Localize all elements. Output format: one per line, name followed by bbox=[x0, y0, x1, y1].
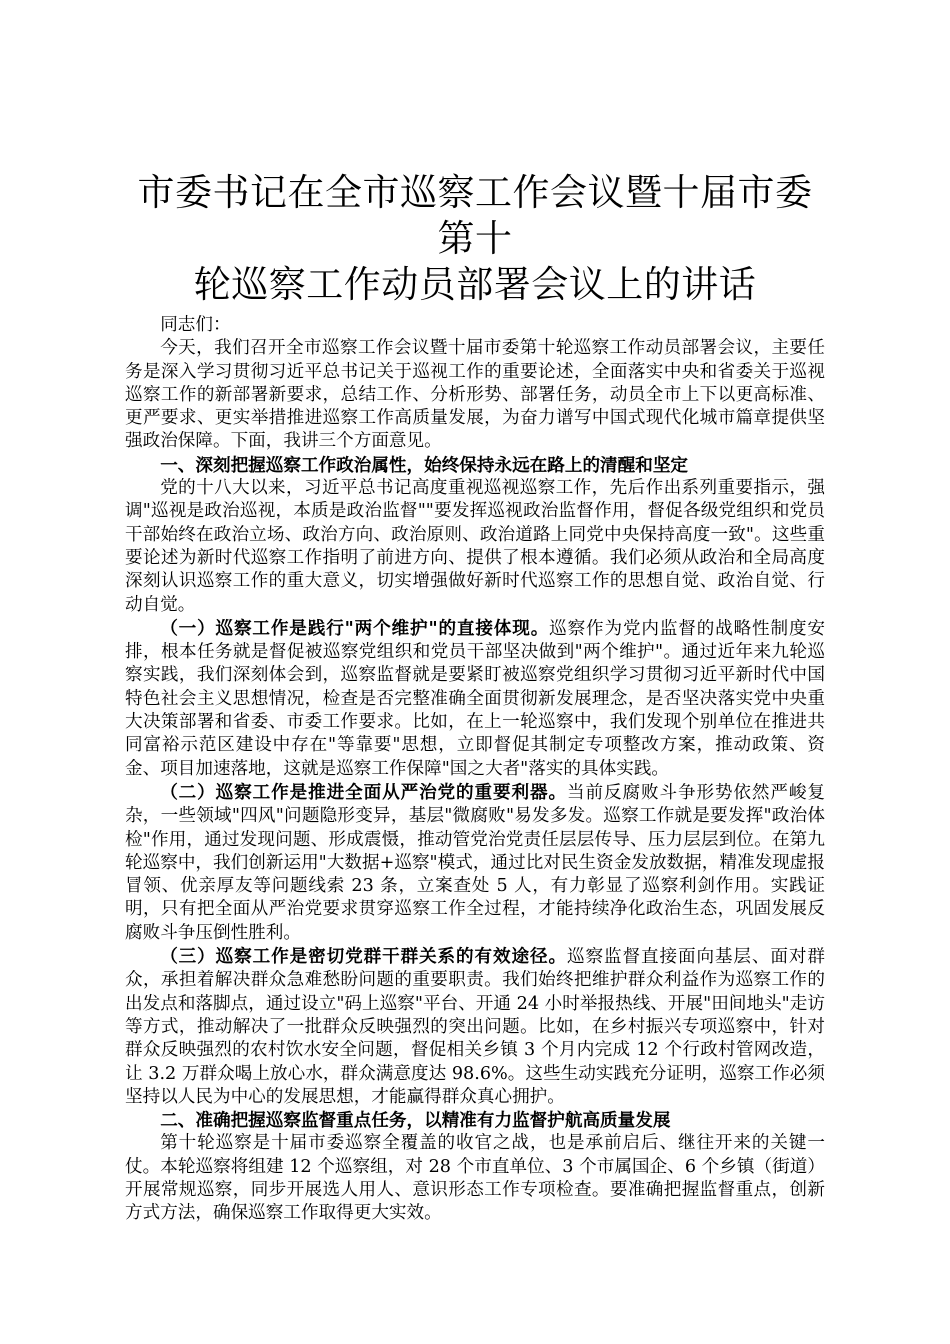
section-1-heading: 一、深刻把握巡察工作政治属性，始终保持永远在路上的清醒和坚定 bbox=[160, 454, 689, 476]
title-line-1: 市委书记在全市巡察工作会议暨十届市委第十 bbox=[137, 171, 813, 260]
subsection-1-body: 巡察作为党内监督的战略性制度安排，根本任务就是督促被巡察党组织和党员干部坚决做到"两个维护"。通过近年来九轮巡察实践，我们深刻体会到，巡察监督就是要紧盯被巡察党组织学习贯彻习近平新时代中国特色社会主义思想情况，检查是否完整准确全面贯彻新发展理念，是否坚决落实党中央重大决策部署和省委、市委工作要求。比如，在上一轮巡察中，我们发现个别单位在推进共同富裕示范区建设中存在"等靠要"思想，立即督促其制定专项整改方案，推动政策、资金、项目加速落地，这就是巡察工作保障"国之大者"落实的具体实践。 bbox=[125, 618, 825, 779]
subsection-2-body: 当前反腐败斗争形势依然严峻复杂，一些领域"四风"问题隐形变异，基层"微腐败"易发多发。巡察工作就是要发挥"政治体检"作用，通过发现问题、形成震慑，推动管党治党责任层层传导、压力层层到位。在第九轮巡察中，我们创新运用"大数据+巡察"模式，通过比对民生资金发放数据，精准发现虚报冒领、优亲厚友等问题线索 23 条，立案查处 5 人，有力彰显了巡察利剑作用。实践证明，只有把全面从严治党要求贯穿巡察工作全过程，才能持续净化政治生态，巩固发展反腐败斗争压倒性胜利。 bbox=[125, 782, 825, 943]
salutation: 同志们： bbox=[160, 315, 231, 335]
title-line-2: 轮巡察工作动员部署会议上的讲话 bbox=[193, 263, 757, 306]
section-2-heading: 二、准确把握巡察监督重点任务，以精准有力监督护航高质量发展 bbox=[160, 1110, 671, 1132]
document-page bbox=[125, 170, 825, 1226]
subsection-3-body: 巡察监督直接面向基层、面对群众，承担着解决群众急难愁盼问题的重要职责。我们始终把维护群众利益作为巡察工作的出发点和落脚点，通过设立"码上巡察"平台、开通 24 小时举报热线、开展"田间地头"走访等方式，推动解决了一批群众反映强烈的突出问题。比如，在乡村振兴专项巡察中，针对群众反映强烈的农村饮水安全问题，督促相关乡镇 3 个月内完成 12 个行政村管网改造，让 3.2 万群众喝上放心水，群众满意度达 98.6%。这些生动实践充分证明，巡察工作必须坚持以人民为中心的发展思想，才能赢得群众真心拥护。 bbox=[125, 947, 825, 1107]
section-1-body: 党的十八大以来，习近平总书记高度重视巡视巡察工作，先后作出系列重要指示，强调"巡视是政治巡视，本质是政治监督""要发挥巡视政治监督作用，督促各级党组织和党员干部始终在政治立场、政治方向、政治原则、政治道路上同党中央保持高度一致"。这些重要论述为新时代巡察工作指明了前进方向、提供了根本遵循。我们必须从政治和全局高度深刻认识巡察工作的重大意义，切实增强做好新时代巡察工作的思想自觉、政治自觉、行动自觉。 bbox=[125, 478, 825, 615]
subsection-2-heading: （二）巡察工作是推进全面从严治党的重要利器。 bbox=[160, 781, 567, 803]
subsection-2-paragraph bbox=[125, 781, 825, 945]
subsection-1-paragraph bbox=[125, 617, 825, 781]
subsection-1-heading: （一）巡察工作是践行"两个维护"的直接体现。 bbox=[160, 617, 550, 639]
section-2-body: 第十轮巡察是十届市委巡察全覆盖的收官之战，也是承前启后、继往开来的关键一仗。本轮巡察将组建 12 个巡察组，对 28 个市直单位、3 个市属国企、6 个乡镇（街道）开展常规巡察，同步开展选人用人、意识形态工作专项检查。要准确把握监督重点，创新方式方法，确保巡察工作取得更大实效。 bbox=[125, 1133, 825, 1224]
subsection-3-heading: （三）巡察工作是密切党群干群关系的有效途径。 bbox=[160, 946, 567, 968]
subsection-3-paragraph bbox=[125, 945, 825, 1109]
document-title bbox=[125, 170, 825, 308]
intro-paragraph: 今天，我们召开全市巡察工作会议暨十届市委第十轮巡察工作动员部署会议，主要任务是深入学习贯彻习近平总书记关于巡视工作的重要论述，全面落实中央和省委关于巡视巡察工作的新部署新要求，总结工作、分析形势、部署任务，动员全市上下以更高标准、更严要求、更实举措推进巡察工作高质量发展，为奋力谱写中国式现代化城市篇章提供坚强政治保障。下面，我讲三个方面意见。 bbox=[125, 338, 825, 452]
